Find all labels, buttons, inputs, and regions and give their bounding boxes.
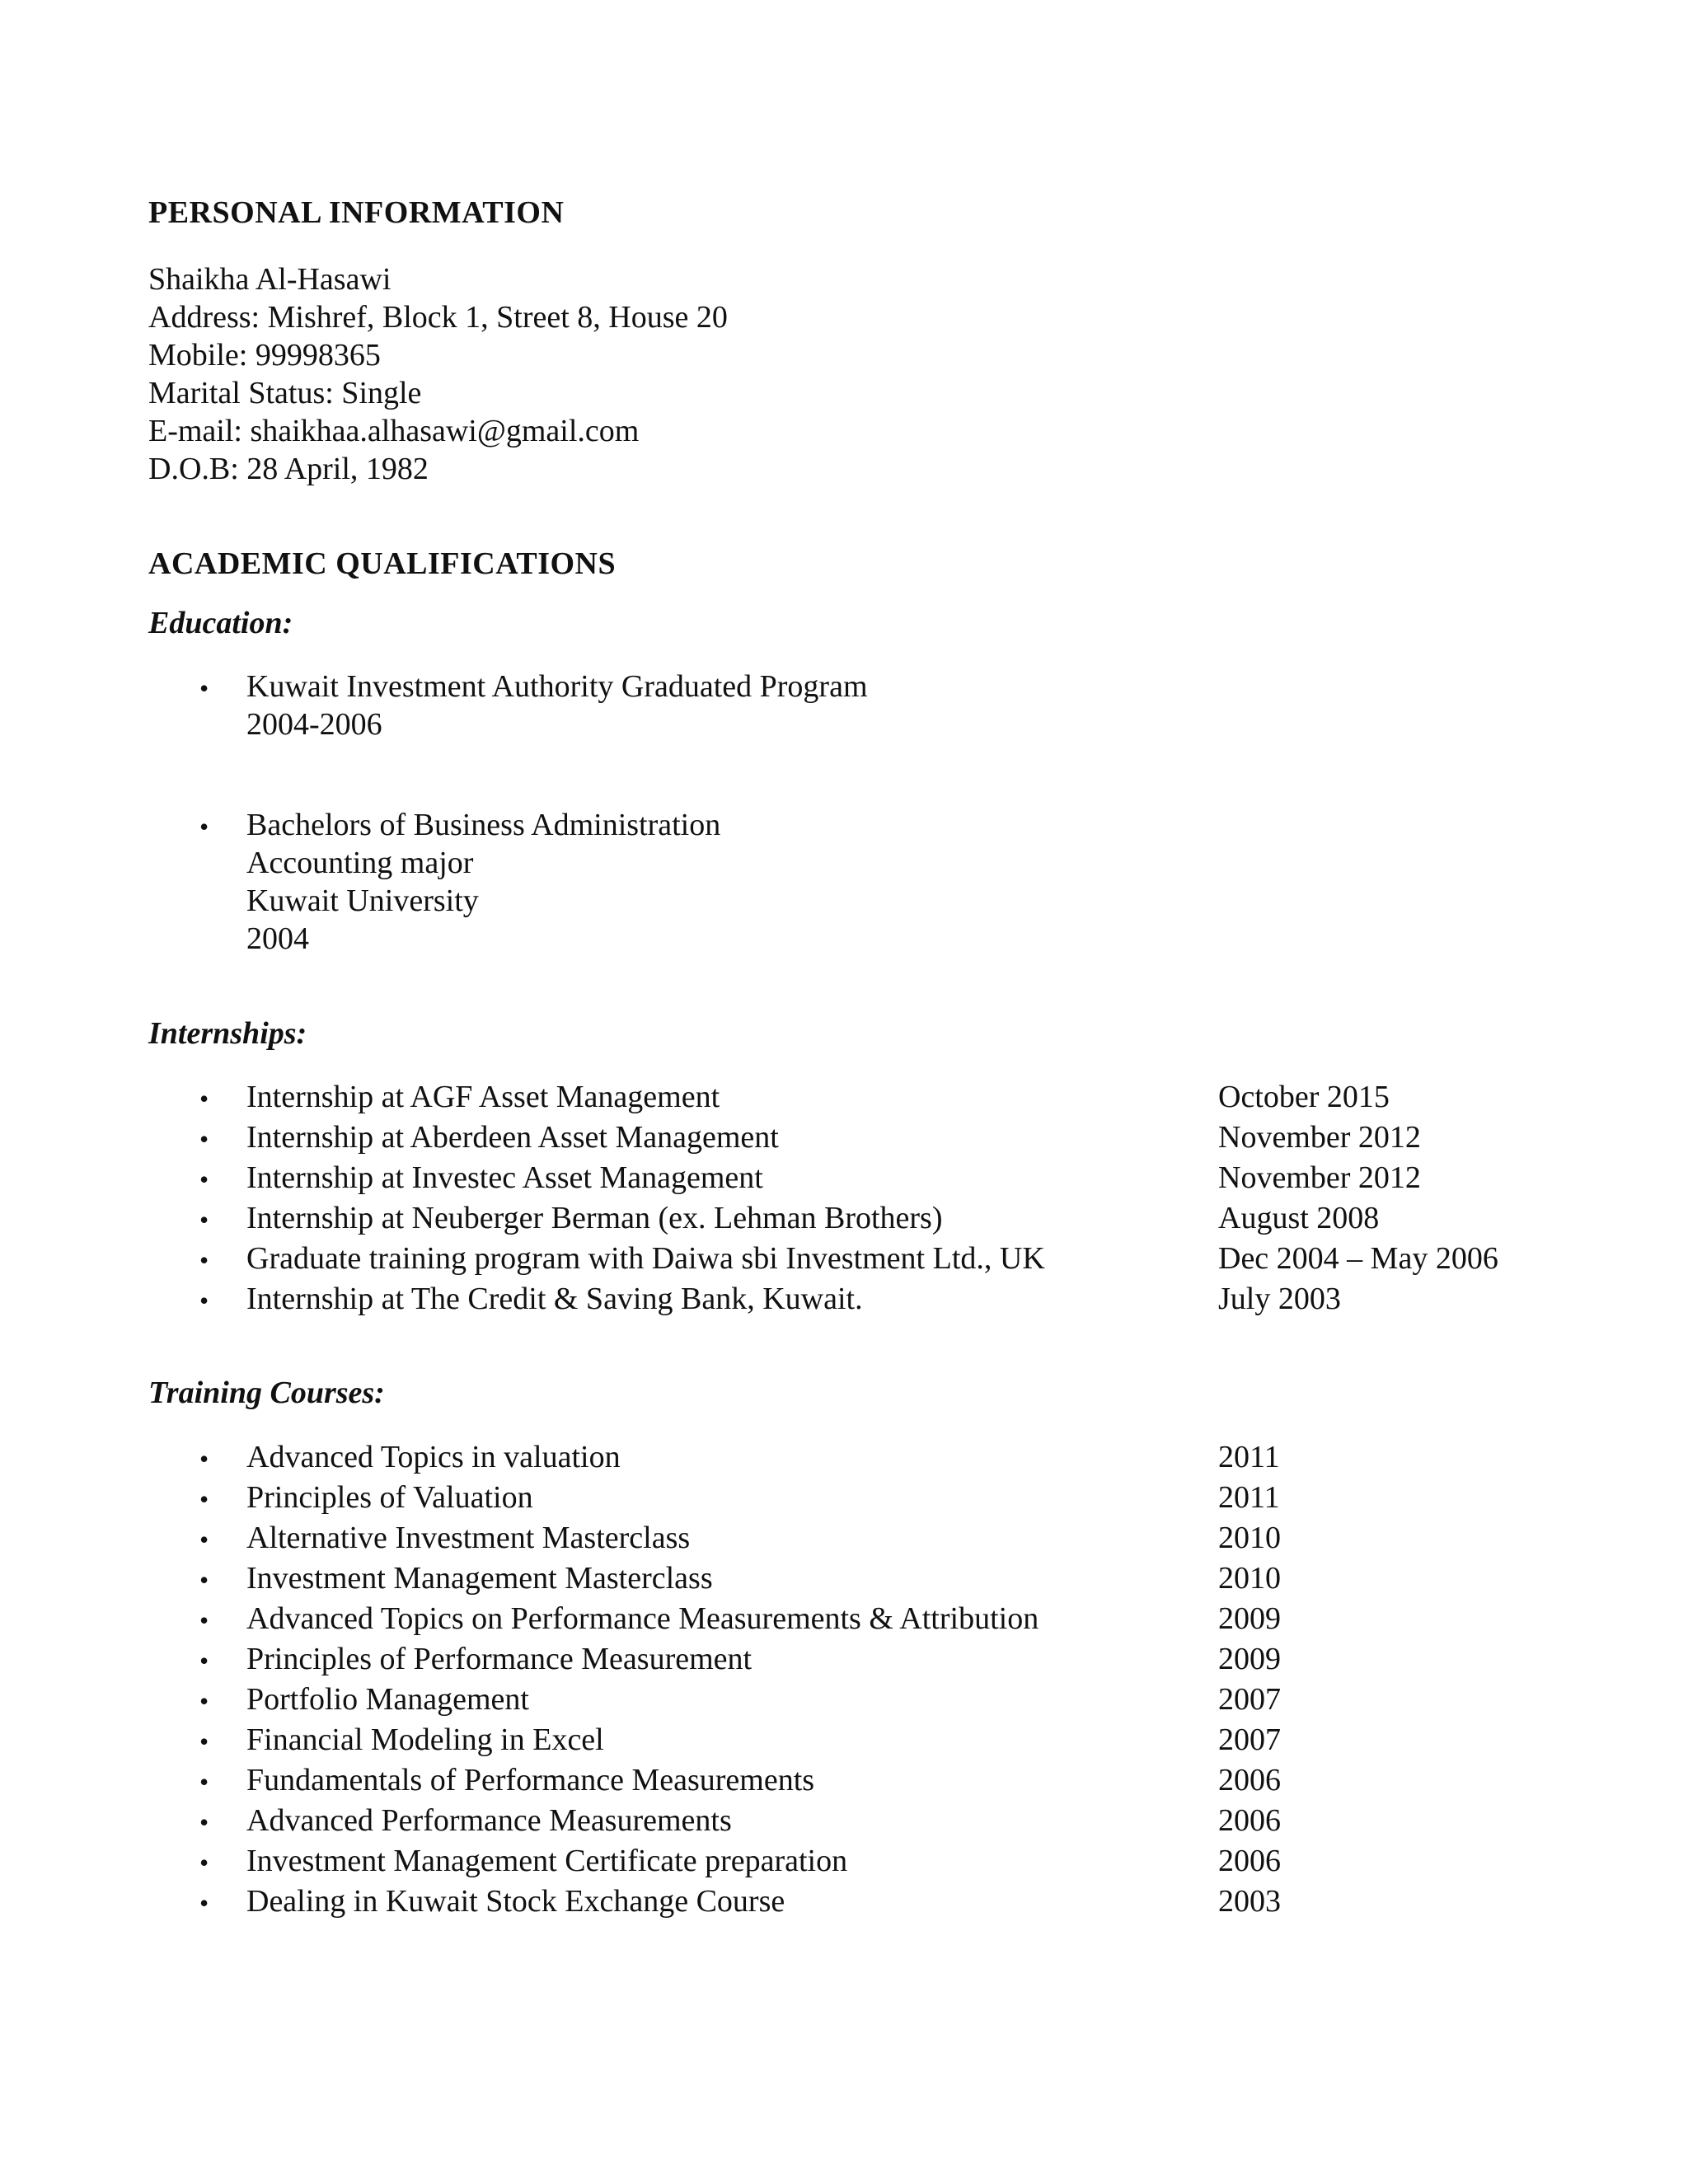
personal-mobile: Mobile: 99998365 xyxy=(148,338,381,373)
internship-date: Dec 2004 – May 2006 xyxy=(1218,1241,1498,1276)
education-subheading: Education: xyxy=(148,606,293,640)
personal-info-heading: PERSONAL INFORMATION xyxy=(148,195,565,230)
bullet-icon: • xyxy=(199,1807,209,1837)
training-row xyxy=(0,1721,1688,1761)
bullet-icon: • xyxy=(199,1605,209,1635)
internship-date: July 2003 xyxy=(1218,1282,1341,1316)
training-year: 2006 xyxy=(1218,1803,1281,1838)
internship-row xyxy=(0,1159,1688,1199)
bullet-icon: • xyxy=(199,1565,209,1595)
education-line: Kuwait Investment Authority Graduated Program xyxy=(246,669,868,704)
training-year: 2010 xyxy=(1218,1561,1281,1596)
bullet-icon: • xyxy=(199,1084,209,1113)
bullet-icon: • xyxy=(199,1888,209,1918)
education-line: Kuwait University xyxy=(246,883,479,918)
training-year: 2006 xyxy=(1218,1763,1281,1797)
internship-date: November 2012 xyxy=(1218,1120,1421,1155)
bullet-icon: • xyxy=(199,1444,209,1474)
personal-info-block xyxy=(148,260,728,488)
training-courses-subheading: Training Courses: xyxy=(148,1376,385,1410)
training-text: Portfolio Management xyxy=(246,1682,529,1717)
internship-date: August 2008 xyxy=(1218,1201,1380,1235)
training-year: 2003 xyxy=(1218,1884,1281,1919)
academic-qualifications-heading: ACADEMIC QUALIFICATIONS xyxy=(148,546,617,581)
bullet-icon: • xyxy=(199,812,209,841)
personal-email: E-mail: shaikhaa.alhasawi@gmail.com xyxy=(148,414,640,448)
internship-date: November 2012 xyxy=(1218,1160,1421,1195)
training-year: 2007 xyxy=(1218,1722,1281,1757)
education-line: Accounting major xyxy=(246,846,474,880)
personal-name: Shaikha Al-Hasawi xyxy=(148,262,392,297)
internship-row xyxy=(0,1078,1688,1118)
bullet-icon: • xyxy=(199,1727,209,1756)
bullet-icon: • xyxy=(199,1848,209,1877)
training-row xyxy=(0,1600,1688,1640)
training-text: Alternative Investment Masterclass xyxy=(246,1521,691,1555)
training-year: 2009 xyxy=(1218,1642,1281,1676)
training-year: 2009 xyxy=(1218,1601,1281,1636)
training-row xyxy=(0,1802,1688,1842)
bullet-icon: • xyxy=(199,1165,209,1194)
bullet-icon: • xyxy=(199,673,209,703)
training-text: Advanced Topics on Performance Measurements & Attribution xyxy=(246,1601,1039,1636)
internships-subheading: Internships: xyxy=(148,1016,307,1051)
training-row xyxy=(0,1680,1688,1721)
internship-text: Internship at Investec Asset Management xyxy=(246,1160,763,1195)
training-year: 2011 xyxy=(1218,1440,1280,1474)
internship-text: Graduate training program with Daiwa sbi Investment Ltd., UK xyxy=(246,1241,1045,1276)
bullet-icon: • xyxy=(199,1124,209,1154)
internship-row xyxy=(0,1240,1688,1280)
bullet-icon: • xyxy=(199,1245,209,1275)
education-line: Bachelors of Business Administration xyxy=(246,808,721,842)
training-row xyxy=(0,1761,1688,1802)
training-row xyxy=(0,1882,1688,1923)
bullet-icon: • xyxy=(199,1484,209,1514)
training-row xyxy=(0,1519,1688,1559)
training-row xyxy=(0,1559,1688,1600)
education-line: 2004 xyxy=(246,921,309,956)
internship-text: Internship at The Credit & Saving Bank, Kuwait. xyxy=(246,1282,863,1316)
training-text: Fundamentals of Performance Measurements xyxy=(246,1763,815,1797)
training-year: 2010 xyxy=(1218,1521,1281,1555)
training-row xyxy=(0,1842,1688,1882)
training-text: Advanced Performance Measurements xyxy=(246,1803,732,1838)
bullet-icon: • xyxy=(199,1205,209,1235)
training-text: Investment Management Masterclass xyxy=(246,1561,713,1596)
internship-row xyxy=(0,1199,1688,1240)
personal-marital-status: Marital Status: Single xyxy=(148,376,422,410)
education-line: 2004-2006 xyxy=(246,707,382,742)
bullet-icon: • xyxy=(199,1646,209,1675)
training-text: Principles of Performance Measurement xyxy=(246,1642,753,1676)
training-text: Investment Management Certificate preparation xyxy=(246,1844,848,1878)
internship-text: Internship at AGF Asset Management xyxy=(246,1080,720,1114)
bullet-icon: • xyxy=(199,1286,209,1315)
training-year: 2011 xyxy=(1218,1480,1280,1515)
training-text: Principles of Valuation xyxy=(246,1480,533,1515)
bullet-icon: • xyxy=(199,1767,209,1797)
bullet-icon: • xyxy=(199,1525,209,1554)
internship-text: Internship at Neuberger Berman (ex. Lehman Brothers) xyxy=(246,1201,943,1235)
personal-dob: D.O.B: 28 April, 1982 xyxy=(148,452,429,486)
internship-row xyxy=(0,1280,1688,1320)
training-year: 2007 xyxy=(1218,1682,1281,1717)
internship-text: Internship at Aberdeen Asset Management xyxy=(246,1120,779,1155)
training-year: 2006 xyxy=(1218,1844,1281,1878)
training-row xyxy=(0,1640,1688,1680)
bullet-icon: • xyxy=(199,1686,209,1716)
training-text: Advanced Topics in valuation xyxy=(246,1440,621,1474)
personal-address: Address: Mishref, Block 1, Street 8, House 20 xyxy=(148,300,728,335)
training-text: Financial Modeling in Excel xyxy=(246,1722,604,1757)
training-text: Dealing in Kuwait Stock Exchange Course xyxy=(246,1884,785,1919)
training-row xyxy=(0,1438,1688,1479)
internship-date: October 2015 xyxy=(1218,1080,1390,1114)
training-row xyxy=(0,1479,1688,1519)
internship-row xyxy=(0,1118,1688,1159)
